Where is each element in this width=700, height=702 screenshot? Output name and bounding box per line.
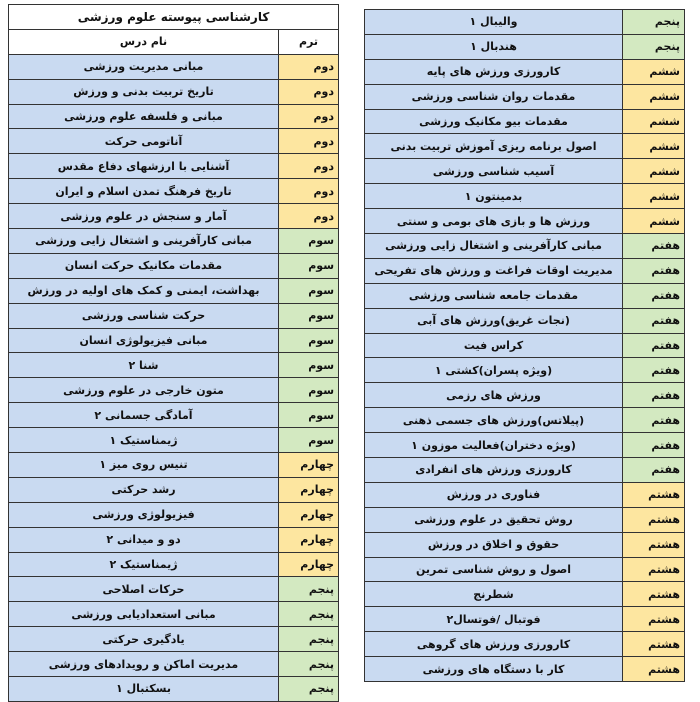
course-name-cell: بهداشت، ایمنی و کمک های اولیه در ورزش [9, 278, 279, 303]
term-cell: پنجم [623, 34, 685, 59]
table-row [365, 34, 685, 59]
table-row [9, 104, 339, 129]
course-name-cell: ژیمناستیک ۱ [9, 428, 279, 453]
term-cell: چهارم [279, 502, 339, 527]
course-name-cell: ورزش ها و بازی های بومی و سنتی [365, 209, 623, 234]
term-cell: ششم [623, 59, 685, 84]
table-row [9, 652, 339, 677]
right-table-body [365, 10, 685, 682]
term-cell: پنجم [279, 627, 339, 652]
term-cell: چهارم [279, 477, 339, 502]
course-name-cell: کارورزی ورزش های انفرادی [365, 458, 623, 483]
table-row [365, 109, 685, 134]
course-name-cell: کارورزی ورزش های گروهی [365, 632, 623, 657]
term-cell: سوم [279, 303, 339, 328]
table-row [9, 303, 339, 328]
term-cell: دوم [279, 179, 339, 204]
term-cell: سوم [279, 253, 339, 278]
table-row [9, 129, 339, 154]
term-cell: دوم [279, 154, 339, 179]
table-row [9, 428, 339, 453]
term-cell: چهارم [279, 453, 339, 478]
table-row [365, 59, 685, 84]
course-name-cell: (ویژه پسران)کشتی ۱ [365, 358, 623, 383]
term-cell: هفتم [623, 283, 685, 308]
term-cell: دوم [279, 104, 339, 129]
course-name-cell: مقدمات جامعه شناسی ورزشی [365, 283, 623, 308]
table-row [9, 54, 339, 79]
table-row [365, 134, 685, 159]
term-cell: پنجم [279, 577, 339, 602]
table-row [365, 532, 685, 557]
course-name-cell: ژیمناستیک ۲ [9, 552, 279, 577]
term-cell: ششم [623, 209, 685, 234]
table-row [365, 383, 685, 408]
table-row [365, 234, 685, 259]
course-name-cell: مقدمات بیو مکانیک ورزشی [365, 109, 623, 134]
course-name-cell: حرکات اصلاحی [9, 577, 279, 602]
course-name-cell: آناتومی حرکت [9, 129, 279, 154]
course-name-cell: حقوق و اخلاق در ورزش [365, 532, 623, 557]
course-name-cell: مبانی و فلسفه علوم ورزشی [9, 104, 279, 129]
table-title-row [9, 5, 339, 30]
table-row [365, 308, 685, 333]
table-row [365, 507, 685, 532]
term-cell: هفتم [623, 433, 685, 458]
table-row [9, 79, 339, 104]
term-cell: هفتم [623, 408, 685, 433]
course-name-cell: روش تحقیق در علوم ورزشی [365, 507, 623, 532]
term-cell: ششم [623, 159, 685, 184]
course-name-cell: ورزش های رزمی [365, 383, 623, 408]
table-row [9, 577, 339, 602]
table-row [9, 378, 339, 403]
term-cell: دوم [279, 129, 339, 154]
term-cell: ششم [623, 134, 685, 159]
table-row [365, 358, 685, 383]
term-cell: چهارم [279, 552, 339, 577]
course-name-cell: آمار و سنجش در علوم ورزشی [9, 204, 279, 229]
table-row [365, 557, 685, 582]
term-cell: هشتم [623, 632, 685, 657]
table-row [365, 84, 685, 109]
course-name-cell: مبانی کارآفرینی و اشتغال زایی ورزشی [365, 234, 623, 259]
term-cell: سوم [279, 403, 339, 428]
term-cell: هشتم [623, 657, 685, 682]
term-cell: هفتم [623, 308, 685, 333]
term-cell: هشتم [623, 507, 685, 532]
table-row [9, 328, 339, 353]
course-name-cell: مبانی استعدادیابی ورزشی [9, 602, 279, 627]
course-name-cell: تاریخ فرهنگ تمدن اسلام و ایران [9, 179, 279, 204]
term-cell: دوم [279, 204, 339, 229]
right-course-table [364, 9, 685, 682]
term-cell: هشتم [623, 607, 685, 632]
term-cell: ششم [623, 184, 685, 209]
course-name-cell: فناوری در ورزش [365, 482, 623, 507]
table-row [9, 179, 339, 204]
term-cell: ششم [623, 84, 685, 109]
course-name-cell: فیزیولوژی ورزشی [9, 502, 279, 527]
course-column-header: نام درس [9, 29, 279, 54]
table-row [365, 482, 685, 507]
table-row [9, 552, 339, 577]
table-row [365, 582, 685, 607]
term-cell: هشتم [623, 482, 685, 507]
table-row [365, 159, 685, 184]
course-name-cell: آشنایی با ارزشهای دفاع مقدس [9, 154, 279, 179]
term-cell: سوم [279, 378, 339, 403]
course-name-cell: کار با دستگاه های ورزشی [365, 657, 623, 682]
table-row [365, 184, 685, 209]
table-row [365, 209, 685, 234]
table-row [9, 453, 339, 478]
course-name-cell: تنیس روی میز ۱ [9, 453, 279, 478]
course-name-cell: هندبال ۱ [365, 34, 623, 59]
term-cell: هفتم [623, 234, 685, 259]
table-row [365, 10, 685, 35]
table-row [9, 477, 339, 502]
table-row [9, 403, 339, 428]
left-course-table [8, 4, 339, 702]
course-name-cell: مقدمات مکانیک حرکت انسان [9, 253, 279, 278]
table-row [365, 408, 685, 433]
table-row [365, 458, 685, 483]
term-cell: سوم [279, 229, 339, 254]
term-cell: سوم [279, 353, 339, 378]
course-name-cell: کارورزی ورزش های پایه [365, 59, 623, 84]
course-name-cell: (پیلاتس)ورزش های جسمی ذهنی [365, 408, 623, 433]
term-column-header: ترم [279, 29, 339, 54]
table-row [9, 527, 339, 552]
table-header-row [9, 29, 339, 54]
table-row [365, 632, 685, 657]
term-cell: پنجم [279, 677, 339, 702]
table-title: کارشناسی پیوسته علوم ورزشی [9, 5, 339, 30]
table-row [9, 502, 339, 527]
course-name-cell: شنا ۲ [9, 353, 279, 378]
term-cell: دوم [279, 54, 339, 79]
term-cell: پنجم [279, 652, 339, 677]
course-name-cell: مقدمات روان شناسی ورزشی [365, 84, 623, 109]
course-name-cell: مبانی فیزیولوژی انسان [9, 328, 279, 353]
term-cell: چهارم [279, 527, 339, 552]
course-name-cell: رشد حرکتی [9, 477, 279, 502]
term-cell: هفتم [623, 383, 685, 408]
term-cell: سوم [279, 278, 339, 303]
course-name-cell: یادگیری حرکتی [9, 627, 279, 652]
course-name-cell: تاریخ تربیت بدنی و ورزش [9, 79, 279, 104]
table-row [365, 433, 685, 458]
course-name-cell: مدیریت اماکن و رویدادهای ورزشی [9, 652, 279, 677]
table-row [9, 253, 339, 278]
table-row [9, 602, 339, 627]
course-name-cell: بدمینتون ۱ [365, 184, 623, 209]
term-cell: ششم [623, 109, 685, 134]
term-cell: هشتم [623, 582, 685, 607]
table-row [9, 627, 339, 652]
table-row [365, 333, 685, 358]
course-name-cell: اصول برنامه ریزی آموزش تربیت بدنی [365, 134, 623, 159]
table-row [365, 283, 685, 308]
table-row [365, 657, 685, 682]
term-cell: هشتم [623, 557, 685, 582]
course-name-cell: مبانی کارآفرینی و اشتغال زایی ورزشی [9, 229, 279, 254]
course-name-cell: (نجات غریق)ورزش های آبی [365, 308, 623, 333]
course-name-cell: فوتبال /فوتسال۲ [365, 607, 623, 632]
term-cell: پنجم [279, 602, 339, 627]
table-row [365, 258, 685, 283]
table-row [9, 677, 339, 702]
term-cell: سوم [279, 328, 339, 353]
course-name-cell: متون خارجی در علوم ورزشی [9, 378, 279, 403]
course-name-cell: اصول و روش شناسی تمرین [365, 557, 623, 582]
table-row [9, 229, 339, 254]
term-cell: هفتم [623, 458, 685, 483]
course-name-cell: شطرنج [365, 582, 623, 607]
course-name-cell: آسیب شناسی ورزشی [365, 159, 623, 184]
course-name-cell: آمادگی جسمانی ۲ [9, 403, 279, 428]
course-name-cell: بسکتبال ۱ [9, 677, 279, 702]
table-row [9, 204, 339, 229]
course-name-cell: کراس فیت [365, 333, 623, 358]
course-name-cell: مدیریت اوقات فراغت و ورزش های تفریحی [365, 258, 623, 283]
left-table-body [9, 5, 339, 702]
term-cell: پنجم [623, 10, 685, 35]
term-cell: سوم [279, 428, 339, 453]
table-row [9, 154, 339, 179]
term-cell: هشتم [623, 532, 685, 557]
term-cell: هفتم [623, 358, 685, 383]
table-row [9, 353, 339, 378]
table-row [365, 607, 685, 632]
course-name-cell: حرکت شناسی ورزشی [9, 303, 279, 328]
course-name-cell: (ویژه دختران)فعالیت موزون ۱ [365, 433, 623, 458]
course-name-cell: دو و میدانی ۲ [9, 527, 279, 552]
term-cell: هفتم [623, 333, 685, 358]
term-cell: دوم [279, 79, 339, 104]
course-name-cell: مبانی مدیریت ورزشی [9, 54, 279, 79]
table-row [9, 278, 339, 303]
course-name-cell: والیبال ۱ [365, 10, 623, 35]
term-cell: هفتم [623, 258, 685, 283]
